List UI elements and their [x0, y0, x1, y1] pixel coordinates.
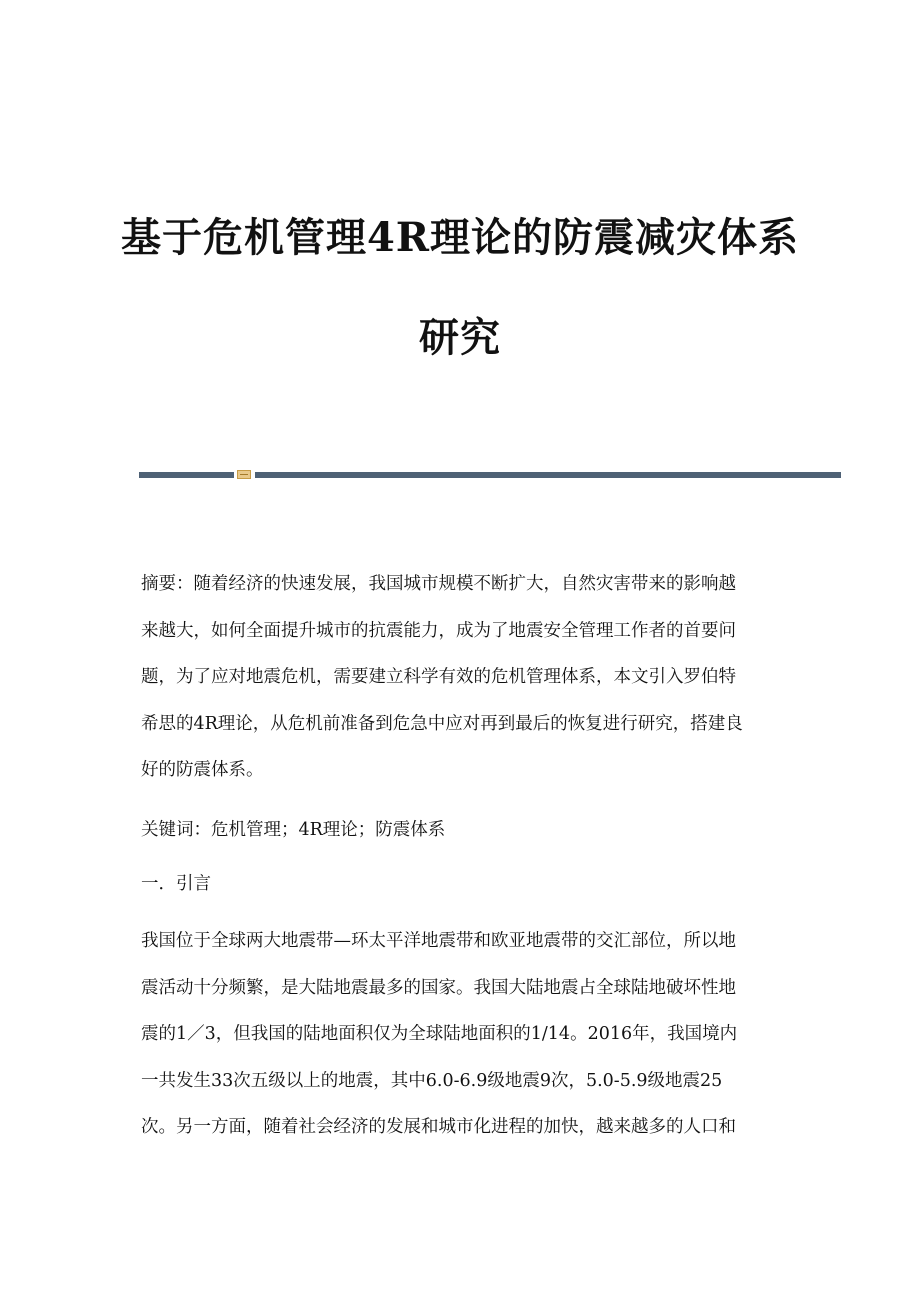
- divider-ornament-icon: [237, 470, 251, 479]
- keywords-line: 关键词：危机管理；4R理论；防震体系: [141, 820, 446, 840]
- body-paragraph: 我国位于全球两大地震带—环太平洋地震带和欧亚地震带的交汇部位，所以地 震活动十分频繁，是大陆地震最多的国家。我国大陆地震占全球陆地破坏性地 震的1／3，但我国的陆地面积仅为全球陆地面积的1/14。2016年，我国境内 一共发生33次五级以上的地震，其中6.0-6.9级地震9次，5.0-5.9级地震25 次。另一方面，随着社会经济的发展和城市化进程的加快，越来越多的人口和: [141, 931, 738, 1137]
- section-heading-introduction: 一．引言: [141, 874, 211, 894]
- document-title-line-1: 基于危机管理4R理论的防震减灾体系: [120, 214, 800, 261]
- divider-right-segment: [255, 472, 841, 478]
- document-title-line-2: 研究: [419, 314, 501, 361]
- divider-left-segment: [139, 472, 234, 478]
- title-divider: [139, 470, 841, 479]
- abstract-paragraph: 摘要：随着经济的快速发展，我国城市规模不断扩大，自然灾害带来的影响越 来越大，如何全面提升城市的抗震能力，成为了地震安全管理工作者的首要问 题，为了应对地震危机，需要建立科学有效的危机管理体系，本文引入罗伯特 希思的4R理论，从危机前准备到危急中应对再到最后的恢复进行研究，搭建良 好的防震体系。: [141, 574, 743, 780]
